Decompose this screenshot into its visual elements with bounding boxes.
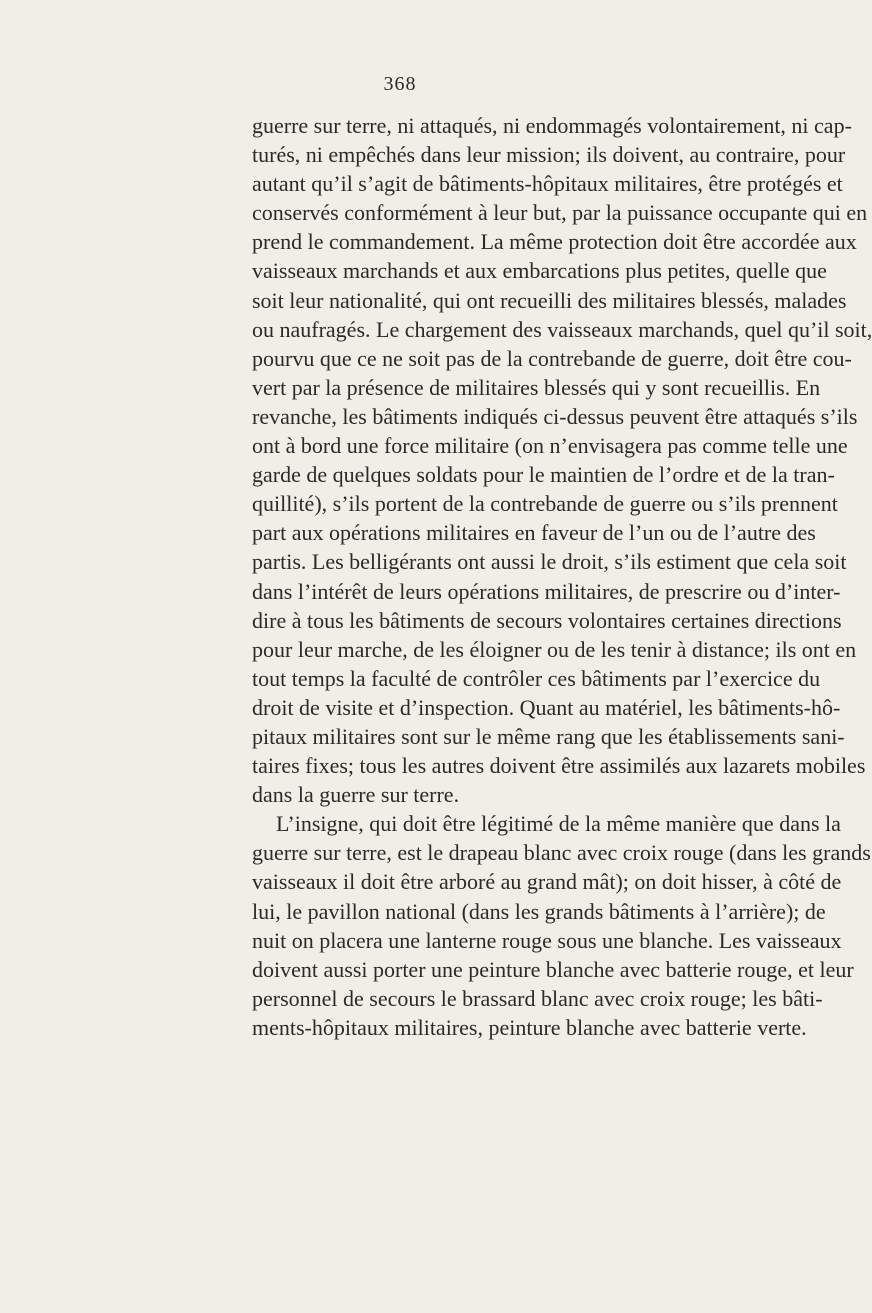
text-line: vert par la présence de militaires blessés qui y sont recueillis. En: [252, 374, 821, 400]
text-line: garde de quelques soldats pour le maintien de l’ordre et de la tran-: [252, 462, 835, 488]
text-line: quillité), s’ils portent de la contrebande de guerre ou s’ils prennent: [252, 491, 838, 517]
text-line: taires fixes; tous les autres doivent être assimilés aux lazarets mobiles: [252, 753, 866, 779]
text-line: ments-hôpitaux militaires, peinture blanche avec batterie verte.: [252, 1014, 807, 1040]
text-line: vaisseaux il doit être arboré au grand mât); on doit hisser, à côté de: [252, 869, 842, 895]
page-number: 368: [383, 73, 417, 95]
text-line: soit leur nationalité, qui ont recueilli des militaires blessés, malades: [252, 287, 847, 313]
text-line: part aux opérations militaires en faveur de l’un ou de l’autre des: [252, 520, 816, 546]
text-line: droit de visite et d’inspection. Quant au matériel, les bâtiments-hô-: [252, 694, 841, 720]
text-line: dans l’intérêt de leurs opérations militaires, de prescrire ou d’inter-: [252, 578, 841, 604]
text-line: dans la guerre sur terre.: [252, 782, 460, 808]
text-line: pour leur marche, de les éloigner ou de les tenir à distance; ils ont en: [252, 636, 857, 662]
text-line: lui, le pavillon national (dans les grands bâtiments à l’arrière); de: [252, 898, 826, 924]
text-line: autant qu’il s’agit de bâtiments-hôpitaux militaires, être protégés et: [252, 171, 843, 197]
text-line: dire à tous les bâtiments de secours volontaires certaines directions: [252, 607, 842, 633]
text-line: ou naufragés. Le chargement des vaisseaux marchands, quel qu’il soit,: [252, 316, 872, 342]
text-line: turés, ni empêchés dans leur mission; ils doivent, au contraire, pour: [252, 142, 846, 168]
text-line: prend le commandement. La même protection doit être accordée aux: [252, 229, 857, 255]
text-line: guerre sur terre, ni attaqués, ni endommagés volontairement, ni cap-: [252, 113, 852, 138]
text-line: doivent aussi porter une peinture blanche avec batterie rouge, et leur: [252, 956, 854, 982]
paragraph-1: [252, 111, 872, 809]
text-line: vaisseaux marchands et aux embarcations plus petites, quelle que: [252, 258, 827, 284]
text-line: guerre sur terre, est le drapeau blanc avec croix rouge (dans les grands: [252, 840, 871, 866]
paragraph-2: [252, 809, 871, 1042]
text-line: ont à bord une force militaire (on n’envisagera pas comme telle une: [252, 433, 848, 459]
text-line: tout temps la faculté de contrôler ces bâtiments par l’exercice du: [252, 665, 821, 691]
text-line: pitaux militaires sont sur le même rang que les établissements sani-: [252, 723, 845, 749]
text-line: pourvu que ce ne soit pas de la contrebande de guerre, doit être cou-: [252, 345, 852, 371]
body-text: [252, 111, 872, 1042]
text-line: revanche, les bâtiments indiqués ci-dessus peuvent être attaqués s’ils: [252, 403, 858, 429]
text-line: nuit on placera une lanterne rouge sous une blanche. Les vaisseaux: [252, 927, 842, 953]
text-line: L’insigne, qui doit être légitimé de la même manière que dans la: [276, 811, 841, 837]
text-line: personnel de secours le brassard blanc avec croix rouge; les bâti-: [252, 985, 823, 1011]
text-line: conservés conformément à leur but, par la puissance occupante qui en: [252, 200, 868, 226]
text-line: partis. Les belligérants ont aussi le droit, s’ils estiment que cela soit: [252, 549, 847, 575]
